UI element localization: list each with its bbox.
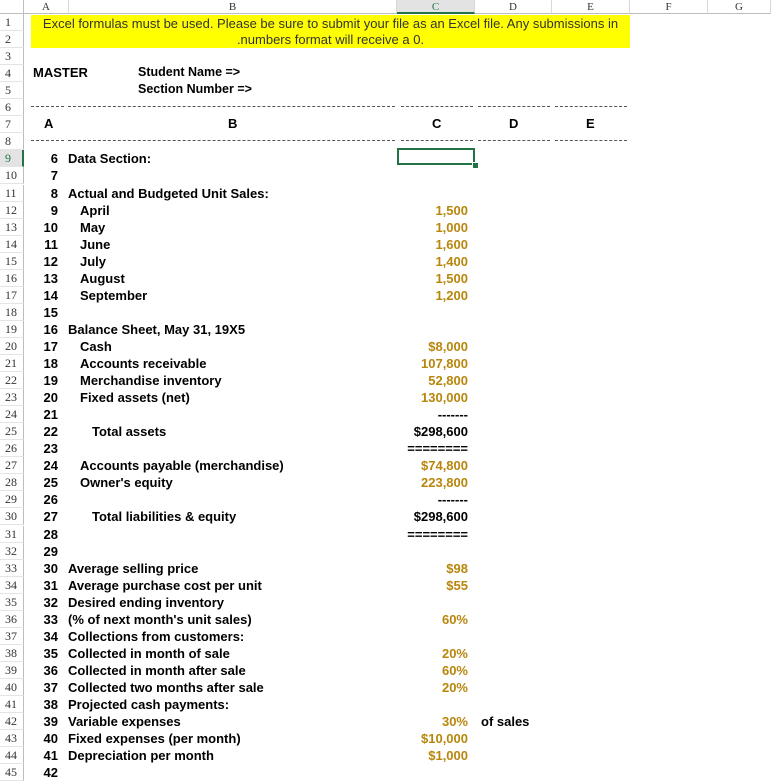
banner-line-2: .numbers format will receive a 0.	[236, 32, 425, 47]
table-header-e[interactable]: E	[586, 116, 595, 131]
line-label[interactable]: Fixed assets (net)	[80, 390, 190, 406]
line-number[interactable]: 41	[43, 748, 58, 764]
row-header-32[interactable]: 32	[0, 543, 24, 560]
line-number[interactable]: 13	[43, 270, 58, 286]
line-value[interactable]: $8,000	[428, 338, 468, 354]
line-label[interactable]: Actual and Budgeted Unit Sales:	[68, 185, 269, 201]
line-extra[interactable]: of sales	[481, 714, 530, 730]
row-header-21[interactable]: 21	[0, 355, 24, 372]
divider	[68, 106, 395, 107]
column-header-a[interactable]: A	[24, 0, 69, 14]
line-number[interactable]: 6	[50, 151, 58, 167]
table-header-c[interactable]: C	[432, 116, 442, 131]
line-label[interactable]: July	[80, 253, 107, 269]
divider	[31, 106, 64, 107]
line-value[interactable]: 1,500	[435, 202, 468, 218]
row-header-4[interactable]: 4	[0, 65, 24, 82]
row-header-38[interactable]: 38	[0, 645, 24, 662]
divider	[401, 106, 473, 107]
line-label[interactable]: September	[80, 287, 148, 303]
line-label[interactable]: Collected in month of sale	[68, 645, 230, 661]
row-header-34[interactable]: 34	[0, 577, 24, 594]
row-header-6[interactable]: 6	[0, 99, 24, 116]
row-header-11[interactable]: 11	[0, 185, 24, 202]
line-number[interactable]: 11	[44, 236, 58, 252]
row-header-2[interactable]: 2	[0, 31, 24, 48]
section-number-label[interactable]: Section Number =>	[138, 82, 252, 96]
row-header-8[interactable]: 8	[0, 133, 24, 150]
line-number[interactable]: 19	[43, 373, 58, 389]
row-header-16[interactable]: 16	[0, 270, 24, 287]
line-number[interactable]: 42	[43, 765, 58, 781]
line-value[interactable]: 223,800	[421, 475, 468, 491]
row-header-25[interactable]: 25	[0, 423, 24, 440]
line-number[interactable]: 16	[43, 321, 58, 337]
table-header-a[interactable]: A	[44, 116, 54, 131]
line-value[interactable]: 30%	[441, 714, 468, 730]
line-label[interactable]: August	[80, 270, 125, 286]
line-value[interactable]: 1,200	[435, 287, 468, 303]
select-all-corner[interactable]	[0, 0, 24, 14]
line-value[interactable]: 107,800	[421, 356, 468, 371]
row-header-42[interactable]: 42	[0, 713, 24, 730]
row-header-17[interactable]: 17	[0, 287, 24, 304]
line-value[interactable]: $74,800	[421, 458, 468, 474]
line-label[interactable]: Fixed expenses (per month)	[68, 731, 241, 747]
row-header-3[interactable]: 3	[0, 48, 24, 65]
line-label[interactable]: May	[80, 219, 106, 235]
line-number[interactable]: 9	[50, 202, 58, 218]
line-number[interactable]: 7	[50, 168, 58, 184]
row-header-7[interactable]: 7	[0, 116, 24, 133]
table-header-b[interactable]: B	[228, 116, 238, 131]
column-header-e[interactable]: E	[552, 0, 630, 14]
column-header-b[interactable]: B	[69, 0, 397, 14]
row-header-43[interactable]: 43	[0, 730, 24, 747]
line-number[interactable]: 28	[43, 526, 58, 542]
line-value[interactable]: 1,500	[435, 270, 468, 286]
row-header-29[interactable]: 29	[0, 491, 24, 508]
line-value[interactable]: -------	[437, 407, 468, 423]
line-number[interactable]: 12	[43, 253, 58, 269]
row-header-45[interactable]: 45	[0, 764, 24, 781]
line-label[interactable]: Variable expenses	[68, 714, 181, 730]
line-value[interactable]: 52,800	[428, 373, 468, 389]
active-cell-c9[interactable]	[397, 148, 475, 165]
row-header-14[interactable]: 14	[0, 236, 24, 253]
line-number[interactable]: 14	[43, 287, 58, 303]
fill-handle[interactable]	[472, 162, 479, 169]
row-header-19[interactable]: 19	[0, 321, 24, 338]
row-header-15[interactable]: 15	[0, 253, 24, 270]
line-label[interactable]: Total liabilities & equity	[92, 509, 237, 525]
line-number[interactable]: 29	[43, 543, 58, 559]
line-value[interactable]: 130,000	[421, 390, 468, 406]
row-header-24[interactable]: 24	[0, 406, 24, 423]
student-name-label[interactable]: Student Name =>	[138, 65, 241, 79]
line-value[interactable]: 60%	[441, 662, 468, 678]
line-value[interactable]: $98	[446, 560, 468, 576]
row-header-12[interactable]: 12	[0, 202, 24, 219]
line-value[interactable]: 20%	[441, 679, 468, 695]
row-header-30[interactable]: 30	[0, 508, 24, 525]
divider	[68, 140, 395, 141]
line-label[interactable]: Projected cash payments:	[68, 697, 230, 712]
table-header-d[interactable]: D	[509, 116, 519, 131]
line-number[interactable]: 18	[43, 356, 58, 371]
row-header-44[interactable]: 44	[0, 747, 24, 764]
row-header-36[interactable]: 36	[0, 611, 24, 628]
row-header-40[interactable]: 40	[0, 679, 24, 696]
row-header-35[interactable]: 35	[0, 594, 24, 611]
line-number[interactable]: 17	[43, 338, 58, 354]
line-label[interactable]: Depreciation per month	[68, 748, 214, 764]
column-header-f[interactable]: F	[630, 0, 708, 14]
line-label[interactable]: Accounts payable (merchandise)	[80, 458, 284, 474]
line-number[interactable]: 23	[43, 441, 58, 457]
row-header-18[interactable]: 18	[0, 304, 24, 321]
row-header-39[interactable]: 39	[0, 662, 24, 679]
line-value[interactable]: $10,000	[421, 731, 468, 747]
line-number[interactable]: 21	[43, 407, 58, 423]
row-header-37[interactable]: 37	[0, 628, 24, 645]
row-header-26[interactable]: 26	[0, 440, 24, 457]
line-number[interactable]: 38	[43, 697, 58, 712]
line-label[interactable]: Balance Sheet, May 31, 19X5	[68, 321, 246, 337]
divider	[555, 106, 627, 107]
line-value[interactable]: $55	[446, 577, 468, 593]
instruction-banner[interactable]	[31, 15, 630, 48]
line-label[interactable]: Data Section:	[68, 151, 152, 167]
line-label[interactable]: June	[80, 236, 111, 252]
line-label[interactable]: (% of next month's unit sales)	[68, 611, 252, 627]
line-label[interactable]: Collected two months after sale	[68, 679, 264, 695]
column-header-c[interactable]: C	[397, 0, 475, 14]
row-header-22[interactable]: 22	[0, 372, 24, 389]
line-label[interactable]: April	[80, 202, 110, 218]
line-label[interactable]: Total assets	[92, 424, 167, 440]
line-value[interactable]: 1,000	[435, 219, 468, 235]
row-header-31[interactable]: 31	[0, 526, 24, 543]
line-label[interactable]: Accounts receivable	[80, 356, 207, 371]
row-header-27[interactable]: 27	[0, 457, 24, 474]
line-label[interactable]: Cash	[80, 338, 112, 354]
row-header-20[interactable]: 20	[0, 338, 24, 355]
line-value[interactable]: 1,600	[435, 236, 468, 252]
row-header-10[interactable]: 10	[0, 167, 24, 184]
line-value[interactable]: -------	[437, 492, 468, 508]
line-value[interactable]: 20%	[441, 645, 468, 661]
line-number[interactable]: 39	[43, 714, 58, 730]
line-number[interactable]: 25	[43, 475, 58, 491]
line-number[interactable]: 20	[43, 390, 58, 406]
line-number[interactable]: 33	[43, 611, 58, 627]
line-label[interactable]: Collections from customers:	[68, 628, 245, 644]
divider	[401, 140, 473, 141]
line-number[interactable]: 27	[43, 509, 58, 525]
line-label[interactable]: Average selling price	[68, 560, 199, 576]
line-number[interactable]: 32	[43, 594, 58, 610]
line-value[interactable]: $298,600	[413, 509, 468, 525]
line-number[interactable]: 35	[43, 645, 58, 661]
line-number[interactable]: 26	[43, 492, 58, 508]
row-header-9[interactable]: 9	[0, 150, 24, 167]
line-number[interactable]: 22	[43, 424, 58, 440]
column-header-d[interactable]: D	[475, 0, 552, 14]
banner-line-1: Excel formulas must be used. Please be sure to submit your file as an Excel file. Any submissions in	[42, 16, 619, 31]
row-header-13[interactable]: 13	[0, 219, 24, 236]
line-number[interactable]: 10	[43, 219, 58, 235]
line-number[interactable]: 30	[43, 560, 58, 576]
row-header-33[interactable]: 33	[0, 560, 24, 577]
row-header-28[interactable]: 28	[0, 474, 24, 491]
line-label[interactable]: Merchandise inventory	[80, 373, 222, 389]
line-label[interactable]: Owner's equity	[80, 475, 173, 491]
line-value[interactable]: 60%	[441, 611, 468, 627]
row-header-41[interactable]: 41	[0, 696, 24, 713]
line-number[interactable]: 8	[50, 185, 58, 201]
divider	[478, 140, 550, 141]
line-label[interactable]: Collected in month after sale	[68, 662, 246, 678]
divider	[478, 106, 550, 107]
divider	[31, 140, 64, 141]
row-header-5[interactable]: 5	[0, 82, 24, 99]
line-number[interactable]: 37	[43, 679, 58, 695]
line-value[interactable]: 1,400	[435, 253, 468, 269]
line-value[interactable]: ========	[407, 526, 468, 542]
line-number[interactable]: 34	[43, 628, 58, 644]
line-number[interactable]: 31	[43, 577, 58, 593]
line-label[interactable]: Average purchase cost per unit	[68, 577, 262, 593]
row-header-1[interactable]: 1	[0, 14, 24, 31]
column-header-g[interactable]: G	[708, 0, 771, 14]
line-value[interactable]: $298,600	[413, 424, 468, 440]
row-header-23[interactable]: 23	[0, 389, 24, 406]
divider	[555, 140, 627, 141]
line-number[interactable]: 24	[43, 458, 58, 474]
line-value[interactable]: $1,000	[428, 748, 468, 764]
line-label[interactable]: Desired ending inventory	[68, 594, 225, 610]
line-value[interactable]: ========	[407, 441, 468, 457]
master-label[interactable]: MASTER	[33, 65, 88, 80]
line-number[interactable]: 15	[43, 304, 58, 320]
line-number[interactable]: 40	[43, 731, 58, 747]
line-number[interactable]: 36	[43, 662, 58, 678]
